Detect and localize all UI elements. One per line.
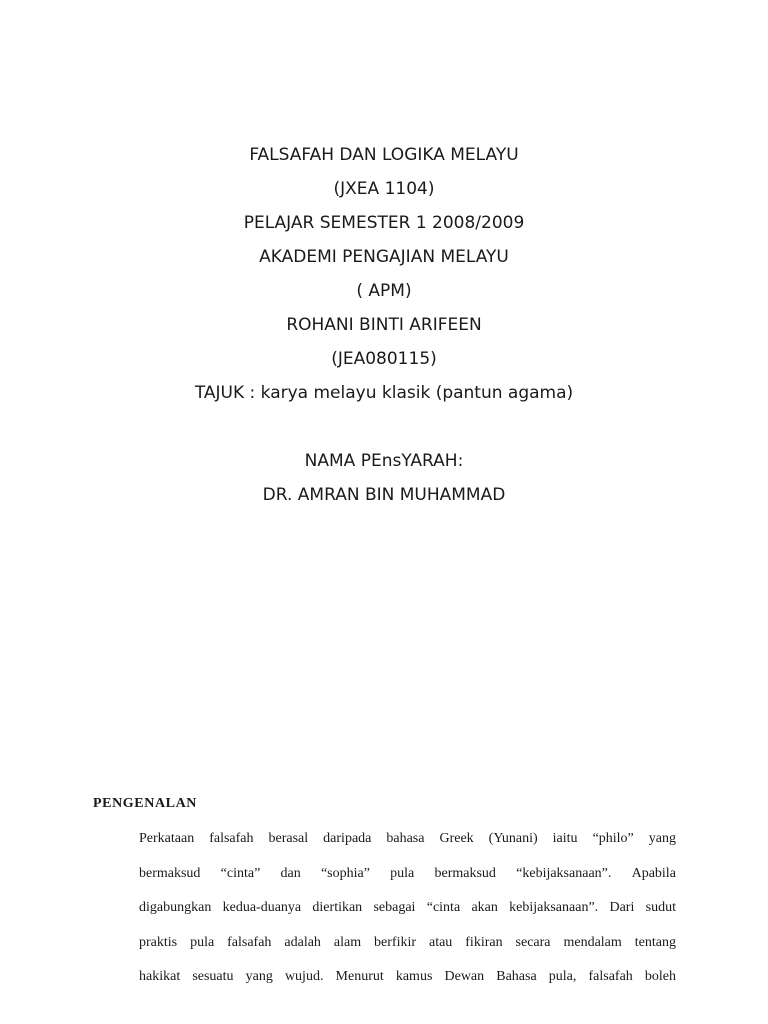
body-word: iaitu xyxy=(552,831,578,846)
body-word: yang xyxy=(245,969,273,984)
body-word: pula xyxy=(390,865,415,881)
body-word: sudut xyxy=(645,900,676,915)
course-code: (JXEA 1104) xyxy=(333,179,435,199)
body-word: Bahasa xyxy=(496,969,537,984)
body-word: secara xyxy=(515,934,551,950)
academy-abbr: ( APM) xyxy=(356,281,412,301)
body-word: praktis xyxy=(139,934,178,950)
body-word: (Yunani) xyxy=(488,831,538,846)
body-word: sesuatu xyxy=(192,969,234,984)
body-word: Apabila xyxy=(631,865,676,881)
body-word: fikiran xyxy=(465,934,503,950)
body-word: hakikat xyxy=(139,969,181,984)
body-word: Greek xyxy=(439,831,474,846)
body-word: falsafah xyxy=(227,934,272,950)
body-word: Dari xyxy=(609,900,635,915)
body-word: “cinta xyxy=(426,900,461,915)
body-word: “philo” xyxy=(592,831,634,846)
body-line xyxy=(139,932,676,967)
body-word: Dewan xyxy=(444,969,485,984)
body-line xyxy=(139,828,676,863)
body-word: bahasa xyxy=(386,831,425,846)
body-word: sebagai xyxy=(373,900,416,915)
academy-name: AKADEMI PENGAJIAN MELAYU xyxy=(259,247,509,267)
body-word: bermaksud xyxy=(434,865,496,881)
body-word: wujud. xyxy=(284,969,324,984)
semester-line: PELAJAR SEMESTER 1 2008/2009 xyxy=(243,213,525,233)
lecturer-label: NAMA PEnsYARAH: xyxy=(304,451,464,471)
assignment-title: TAJUK : karya melayu klasik (pantun agama) xyxy=(194,383,574,403)
section-body xyxy=(139,828,676,1001)
body-word: tentang xyxy=(634,934,676,950)
body-word: falsafah xyxy=(209,831,254,846)
body-word: “cinta” xyxy=(220,865,261,881)
body-word: mendalam xyxy=(563,934,622,950)
body-word: akan xyxy=(471,900,498,915)
student-name: ROHANI BINTI ARIFEEN xyxy=(286,315,482,335)
body-word: falsafah xyxy=(588,969,633,984)
body-word: Menurut xyxy=(335,969,384,984)
body-word: pula, xyxy=(548,969,577,984)
spacer xyxy=(0,414,768,448)
course-title: FALSAFAH DAN LOGIKA MELAYU xyxy=(249,145,519,165)
body-word: Perkataan xyxy=(139,831,195,846)
body-line xyxy=(139,966,676,1001)
body-word: diertikan xyxy=(312,900,363,915)
body-word: daripada xyxy=(323,831,372,846)
body-word: alam xyxy=(333,934,362,950)
body-word: berfikir xyxy=(374,934,417,950)
body-word: berasal xyxy=(268,831,309,846)
body-word: adalah xyxy=(284,934,321,950)
body-word: boleh xyxy=(644,969,676,984)
body-word: dan xyxy=(280,865,301,881)
body-word: yang xyxy=(648,831,676,846)
body-word: kamus xyxy=(395,969,433,984)
body-word: atau xyxy=(428,934,453,950)
body-word: kebijaksanaan”. xyxy=(509,900,599,915)
body-word: digabungkan xyxy=(139,900,212,915)
cover-block xyxy=(0,142,768,516)
body-word: pula xyxy=(190,934,215,950)
body-line xyxy=(139,863,676,898)
lecturer-name: DR. AMRAN BIN MUHAMMAD xyxy=(262,485,506,505)
body-word: “sophia” xyxy=(320,865,370,881)
section-heading: PENGENALAN xyxy=(93,796,198,811)
body-word: “kebijaksanaan”. xyxy=(516,865,612,881)
body-word: kedua-duanya xyxy=(222,900,302,915)
body-line xyxy=(139,897,676,932)
student-id: (JEA080115) xyxy=(331,349,437,369)
body-word: bermaksud xyxy=(139,865,201,881)
